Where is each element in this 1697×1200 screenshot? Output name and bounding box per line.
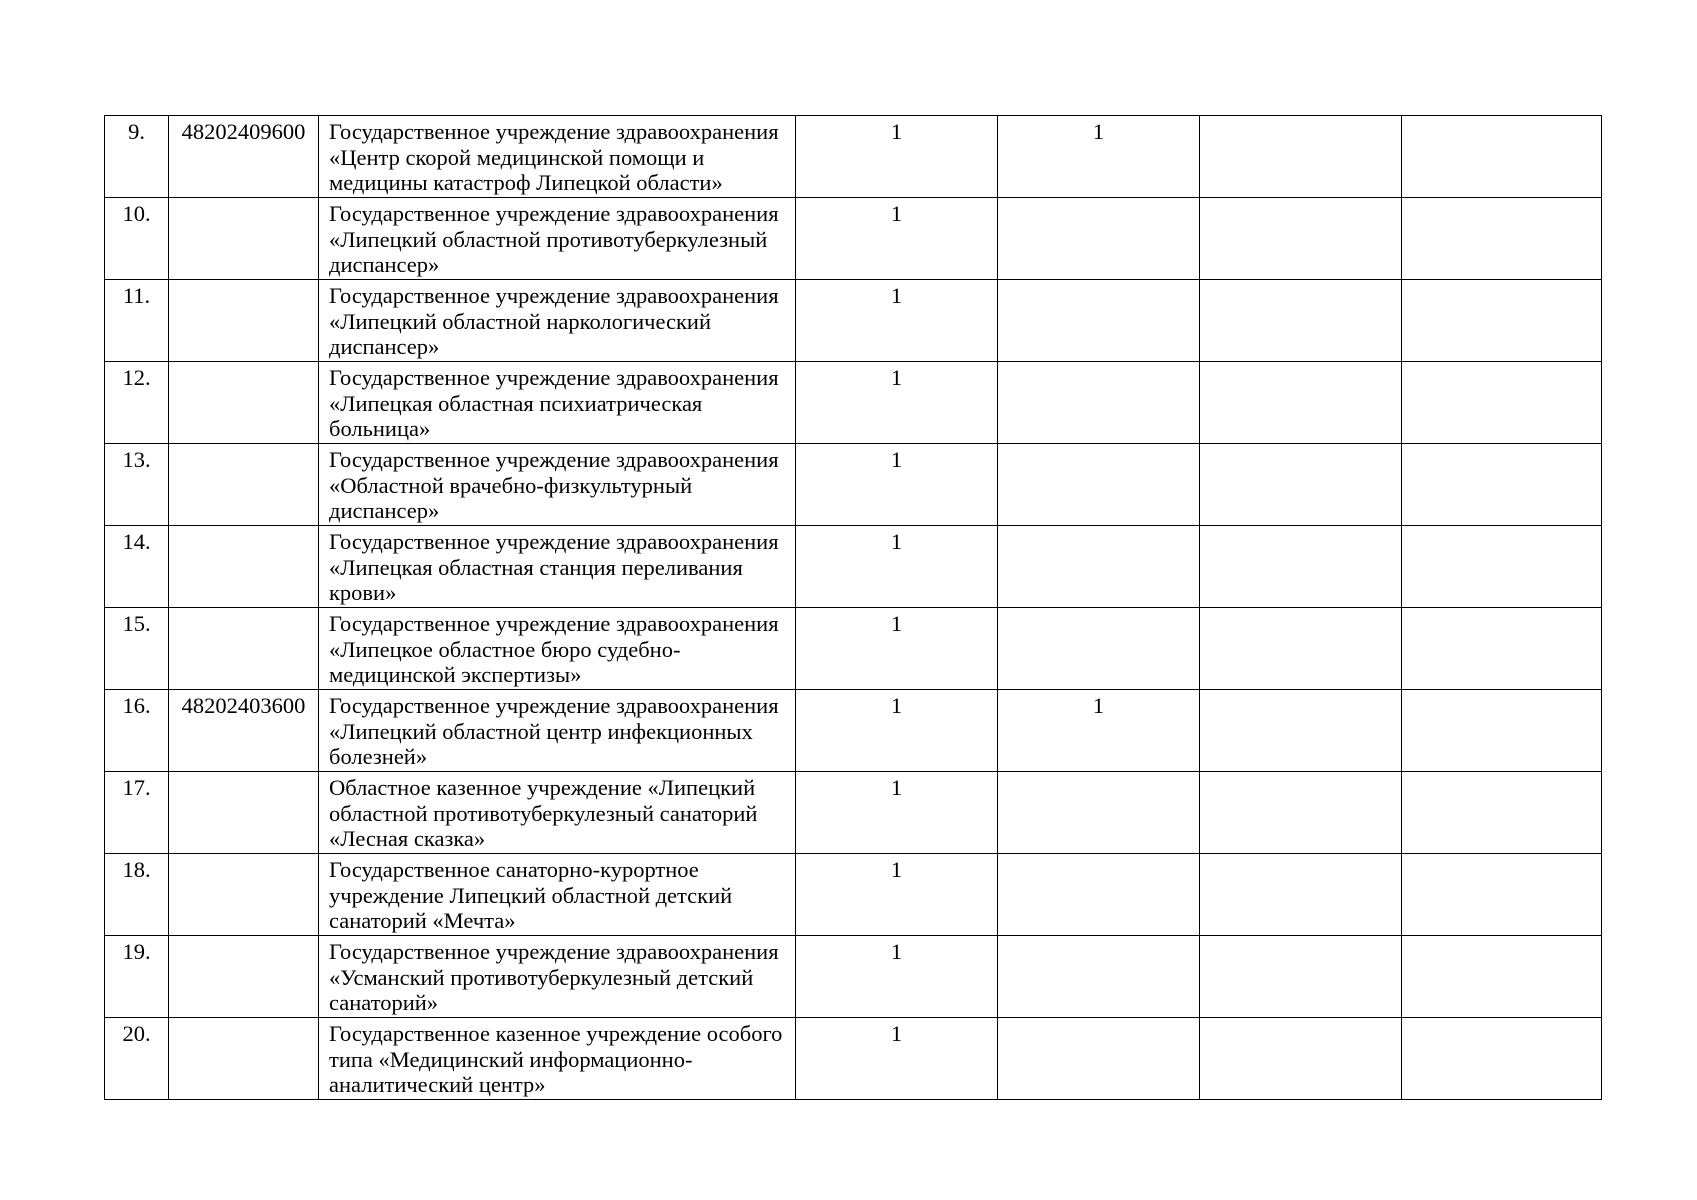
row-number-cell: 14. — [105, 526, 169, 608]
value-cell-3 — [1200, 362, 1402, 444]
value-cell-4 — [1402, 854, 1602, 936]
value-cell-4 — [1402, 444, 1602, 526]
institution-name-cell: Государственное учреждение здравоохранения «Липецкая областная станция переливания крови» — [319, 526, 796, 608]
row-number-cell: 12. — [105, 362, 169, 444]
table-row — [105, 280, 1602, 362]
value-cell-2 — [998, 280, 1200, 362]
row-number-cell: 18. — [105, 854, 169, 936]
row-number-cell: 20. — [105, 1018, 169, 1100]
table-body — [105, 116, 1602, 1100]
value-cell-3 — [1200, 608, 1402, 690]
value-cell-2 — [998, 854, 1200, 936]
row-number-cell: 10. — [105, 198, 169, 280]
table-row — [105, 526, 1602, 608]
value-cell-3 — [1200, 198, 1402, 280]
table-row — [105, 854, 1602, 936]
institution-name-cell: Государственное казенное учреждение особого типа «Медицинский информационно-аналитический центр» — [319, 1018, 796, 1100]
value-cell-3 — [1200, 772, 1402, 854]
value-cell-3 — [1200, 690, 1402, 772]
value-cell-3 — [1200, 116, 1402, 198]
table-row — [105, 362, 1602, 444]
value-cell-2 — [998, 526, 1200, 608]
code-cell — [169, 936, 319, 1018]
value-cell-1: 1 — [796, 854, 998, 936]
value-cell-3 — [1200, 1018, 1402, 1100]
row-number-cell: 16. — [105, 690, 169, 772]
institution-name-cell: Государственное санаторно-курортное учреждение Липецкий областной детский санаторий «Мечта» — [319, 854, 796, 936]
value-cell-1: 1 — [796, 526, 998, 608]
table-row — [105, 690, 1602, 772]
value-cell-1: 1 — [796, 444, 998, 526]
institution-name-cell: Государственное учреждение здравоохранения «Липецкая областная психиатрическая больница» — [319, 362, 796, 444]
row-number-cell: 17. — [105, 772, 169, 854]
code-cell — [169, 1018, 319, 1100]
code-cell — [169, 444, 319, 526]
value-cell-3 — [1200, 280, 1402, 362]
institution-name-cell: Государственное учреждение здравоохранения «Липецкий областной наркологический диспансер» — [319, 280, 796, 362]
value-cell-4 — [1402, 116, 1602, 198]
code-cell — [169, 854, 319, 936]
table-row — [105, 608, 1602, 690]
value-cell-2: 1 — [998, 116, 1200, 198]
value-cell-4 — [1402, 690, 1602, 772]
table-row — [105, 444, 1602, 526]
table-row — [105, 198, 1602, 280]
value-cell-4 — [1402, 1018, 1602, 1100]
value-cell-1: 1 — [796, 198, 998, 280]
value-cell-1: 1 — [796, 1018, 998, 1100]
code-cell — [169, 526, 319, 608]
table-row — [105, 1018, 1602, 1100]
row-number-cell: 15. — [105, 608, 169, 690]
institution-name-cell: Государственное учреждение здравоохранения «Областной врачебно-физкультурный диспансер» — [319, 444, 796, 526]
value-cell-4 — [1402, 936, 1602, 1018]
code-cell — [169, 608, 319, 690]
code-cell — [169, 280, 319, 362]
code-cell — [169, 362, 319, 444]
code-cell: 48202409600 — [169, 116, 319, 198]
value-cell-1: 1 — [796, 116, 998, 198]
code-cell — [169, 772, 319, 854]
code-cell: 48202403600 — [169, 690, 319, 772]
value-cell-2 — [998, 362, 1200, 444]
value-cell-1: 1 — [796, 608, 998, 690]
value-cell-1: 1 — [796, 690, 998, 772]
institution-name-cell: Областное казенное учреждение «Липецкий областной противотуберкулезный санаторий «Лесная сказка» — [319, 772, 796, 854]
institution-name-cell: Государственное учреждение здравоохранения «Центр скорой медицинской помощи и медицины катастроф Липецкой области» — [319, 116, 796, 198]
value-cell-4 — [1402, 198, 1602, 280]
value-cell-1: 1 — [796, 772, 998, 854]
value-cell-1: 1 — [796, 280, 998, 362]
value-cell-2 — [998, 936, 1200, 1018]
value-cell-3 — [1200, 854, 1402, 936]
code-cell — [169, 198, 319, 280]
table-row — [105, 772, 1602, 854]
institution-name-cell: Государственное учреждение здравоохранения «Липецкий областной противотуберкулезный диспансер» — [319, 198, 796, 280]
value-cell-3 — [1200, 936, 1402, 1018]
row-number-cell: 9. — [105, 116, 169, 198]
value-cell-1: 1 — [796, 936, 998, 1018]
institution-name-cell: Государственное учреждение здравоохранения «Липецкое областное бюро судебно-медицинской экспертизы» — [319, 608, 796, 690]
row-number-cell: 19. — [105, 936, 169, 1018]
table-row — [105, 936, 1602, 1018]
row-number-cell: 13. — [105, 444, 169, 526]
table-row — [105, 116, 1602, 198]
row-number-cell: 11. — [105, 280, 169, 362]
value-cell-2 — [998, 772, 1200, 854]
value-cell-3 — [1200, 444, 1402, 526]
value-cell-4 — [1402, 772, 1602, 854]
value-cell-2 — [998, 1018, 1200, 1100]
value-cell-2 — [998, 198, 1200, 280]
value-cell-4 — [1402, 526, 1602, 608]
value-cell-3 — [1200, 526, 1402, 608]
value-cell-4 — [1402, 608, 1602, 690]
value-cell-2: 1 — [998, 690, 1200, 772]
value-cell-2 — [998, 608, 1200, 690]
value-cell-2 — [998, 444, 1200, 526]
institution-name-cell: Государственное учреждение здравоохранения «Липецкий областной центр инфекционных болезней» — [319, 690, 796, 772]
institutions-table — [104, 115, 1602, 1100]
value-cell-4 — [1402, 280, 1602, 362]
value-cell-4 — [1402, 362, 1602, 444]
value-cell-1: 1 — [796, 362, 998, 444]
institution-name-cell: Государственное учреждение здравоохранения «Усманский противотуберкулезный детский санаторий» — [319, 936, 796, 1018]
